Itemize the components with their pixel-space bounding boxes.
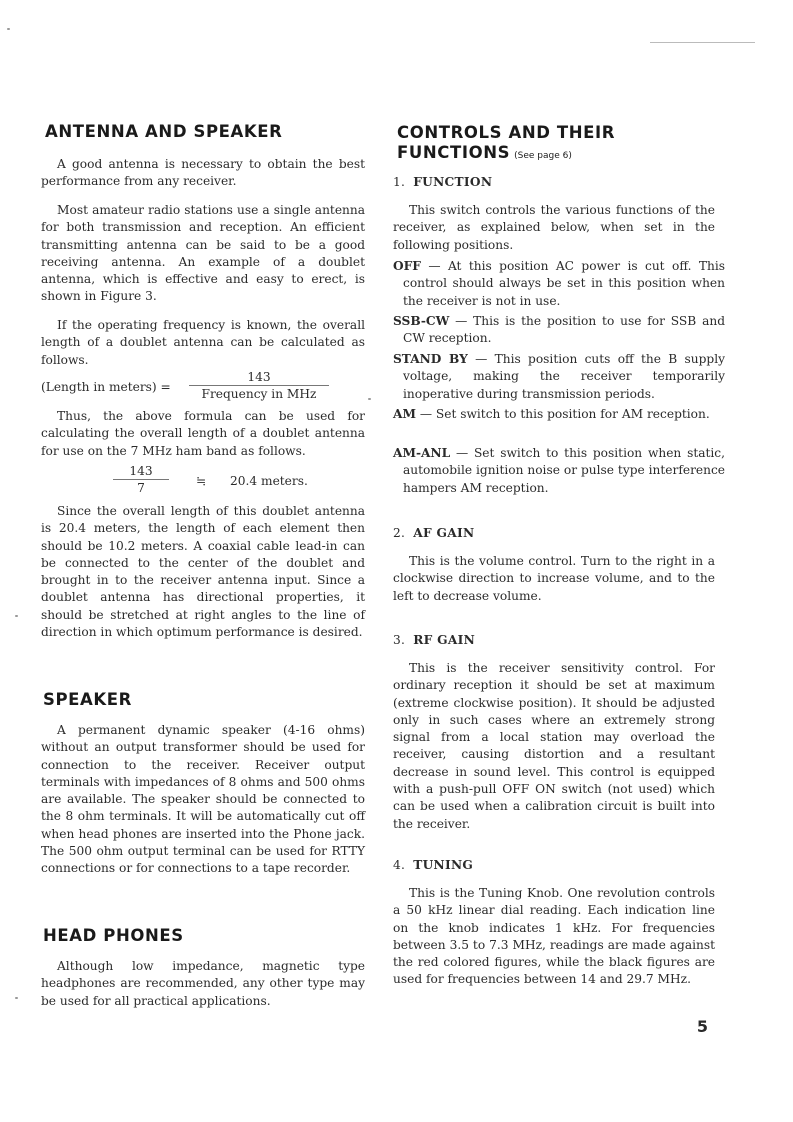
af-gain-heading <box>393 526 474 540</box>
af-gain-title: AF GAIN <box>413 526 475 540</box>
headphones-paragraph: Although low impedance, magnetic type headphones are recommended, any other type may be used for all practical applications. <box>41 959 365 1008</box>
section-title-head-phones: HEAD PHONES <box>43 926 184 945</box>
section-title-antenna-and-speaker: ANTENNA AND SPEAKER <box>45 122 283 141</box>
antenna-paragraph-4: Thus, the above formula can be used for calculating the overall length of a doublet antenna for use on the 7 MHz ham band as follows. <box>41 409 365 458</box>
antenna-paragraph-2: Most amateur radio stations use a single antenna for both transmission and reception. An efficient transmitting antenna can be said to be a good receiving antenna. An example of a doublet antenna, which is effective and easy to erect, is shown in Figure 3. <box>41 203 365 304</box>
length-calculation <box>41 466 365 500</box>
item-term: STAND BY <box>393 352 468 366</box>
calc-denominator: 7 <box>113 479 169 495</box>
tuning-number: 4. <box>393 858 406 872</box>
af-gain-paragraph: This is the volume control. Turn to the right in a clockwise direction to increase volume, and to the left to decrease volume. <box>393 554 715 603</box>
antenna-paragraph-1: A good antenna is necessary to obtain the best performance from any receiver. <box>41 157 365 189</box>
tuning-title: TUNING <box>413 858 474 872</box>
function-item-stand-by <box>393 351 725 403</box>
rf-gain-heading <box>393 633 475 647</box>
item-text: — Set switch to this position for AM reception. <box>415 407 710 421</box>
section-title-functions <box>397 143 572 162</box>
function-item-ssb-cw <box>393 313 725 348</box>
scan-speck <box>15 997 18 999</box>
af-gain-number: 2. <box>393 526 406 540</box>
speaker-paragraph: A permanent dynamic speaker (4-16 ohms) without an output transformer should be used for connection to the receiver. Receiver output terminals with impedances of 8 ohms and 500 ohms are available. The speaker should be connected to the 8 ohm terminals. It will be automatically cut off when head phones are inserted into the Phone jack. The 500 ohm output terminal can be used for RTTY connections or for connections to a tape recorder. <box>41 723 365 876</box>
function-heading <box>393 175 492 189</box>
rf-gain-title: RF GAIN <box>413 633 476 647</box>
function-title: FUNCTION <box>413 175 493 189</box>
calc-result: 20.4 meters. <box>230 474 308 488</box>
formula-numerator: 143 <box>247 370 271 384</box>
calc-fraction <box>113 464 169 495</box>
scan-speck <box>368 398 371 400</box>
function-item-am-anl <box>393 445 725 497</box>
item-text: — This position cuts off the B supply voltage, making the receiver temporarily inoperative during transmission periods. <box>403 352 725 401</box>
item-text: — Set switch to this position when static, automobile ignition noise or pulse type interference hampers AM reception. <box>403 446 725 495</box>
function-item-off <box>393 258 725 310</box>
formula-lhs: (Length in meters) = <box>41 380 171 394</box>
item-term: AM <box>393 407 416 421</box>
formula-fraction <box>189 370 329 401</box>
item-term: OFF <box>393 259 421 273</box>
item-term: AM-ANL <box>393 446 451 460</box>
function-item-am <box>393 406 725 423</box>
scan-artifact <box>650 42 755 43</box>
calc-numerator: 143 <box>129 464 153 478</box>
length-formula <box>41 370 365 410</box>
item-text: — At this position AC power is cut off. This control should always be set in this position when the receiver is not in use. <box>403 259 725 308</box>
tuning-heading <box>393 858 473 872</box>
antenna-paragraph-5: Since the overall length of this doublet antenna is 20.4 meters, the length of each element then should be 10.2 meters. A coaxial cable lead-in can be connected to the center of the doublet and brought in to the receiver antenna input. Since a doublet antenna has directional properties, it should be stretched at right angles to the line of direction in which optimum performance is desired. <box>41 504 365 640</box>
section-title-controls: CONTROLS AND THEIR <box>397 123 616 142</box>
scan-speck <box>15 615 18 617</box>
section-title-speaker: SPEAKER <box>43 690 132 709</box>
function-number: 1. <box>393 175 406 189</box>
rf-gain-number: 3. <box>393 633 406 647</box>
approx-equal-sign: ≒ <box>196 474 207 488</box>
function-intro: This switch controls the various functions of the receiver, as explained below, when set in the following positions. <box>393 203 715 252</box>
antenna-paragraph-3: If the operating frequency is known, the overall length of a doublet antenna can be calculated as follows. <box>41 318 365 367</box>
see-page-note: (See page 6) <box>514 151 572 161</box>
item-text: — This is the position to use for SSB and CW reception. <box>403 314 725 346</box>
tuning-paragraph: This is the Tuning Knob. One revolution controls a 50 kHz linear dial reading. Each indication line on the knob indicates 1 kHz. For frequencies between 3.5 to 7.3 MHz, readings are made against the red colored figures, while the black figures are used for frequencies between 14 and 29.7 MHz. <box>393 886 715 987</box>
rf-gain-paragraph: This is the receiver sensitivity control. For ordinary reception it should be set at maximum (extreme clockwise position). It should be adjusted only in such cases where an extremely strong signal from a local station may overload the receiver, causing distortion and a resultant decrease in sound level. This control is equipped with a push-pull OFF ON switch (not used) which can be used when a calibration circuit is built into the receiver. <box>393 661 715 831</box>
functions-title-text: FUNCTIONS <box>397 143 511 162</box>
page-number: 5 <box>696 1017 708 1036</box>
item-term: SSB-CW <box>393 314 450 328</box>
scan-speck <box>7 28 10 30</box>
formula-denominator: Frequency in MHz <box>189 385 329 401</box>
